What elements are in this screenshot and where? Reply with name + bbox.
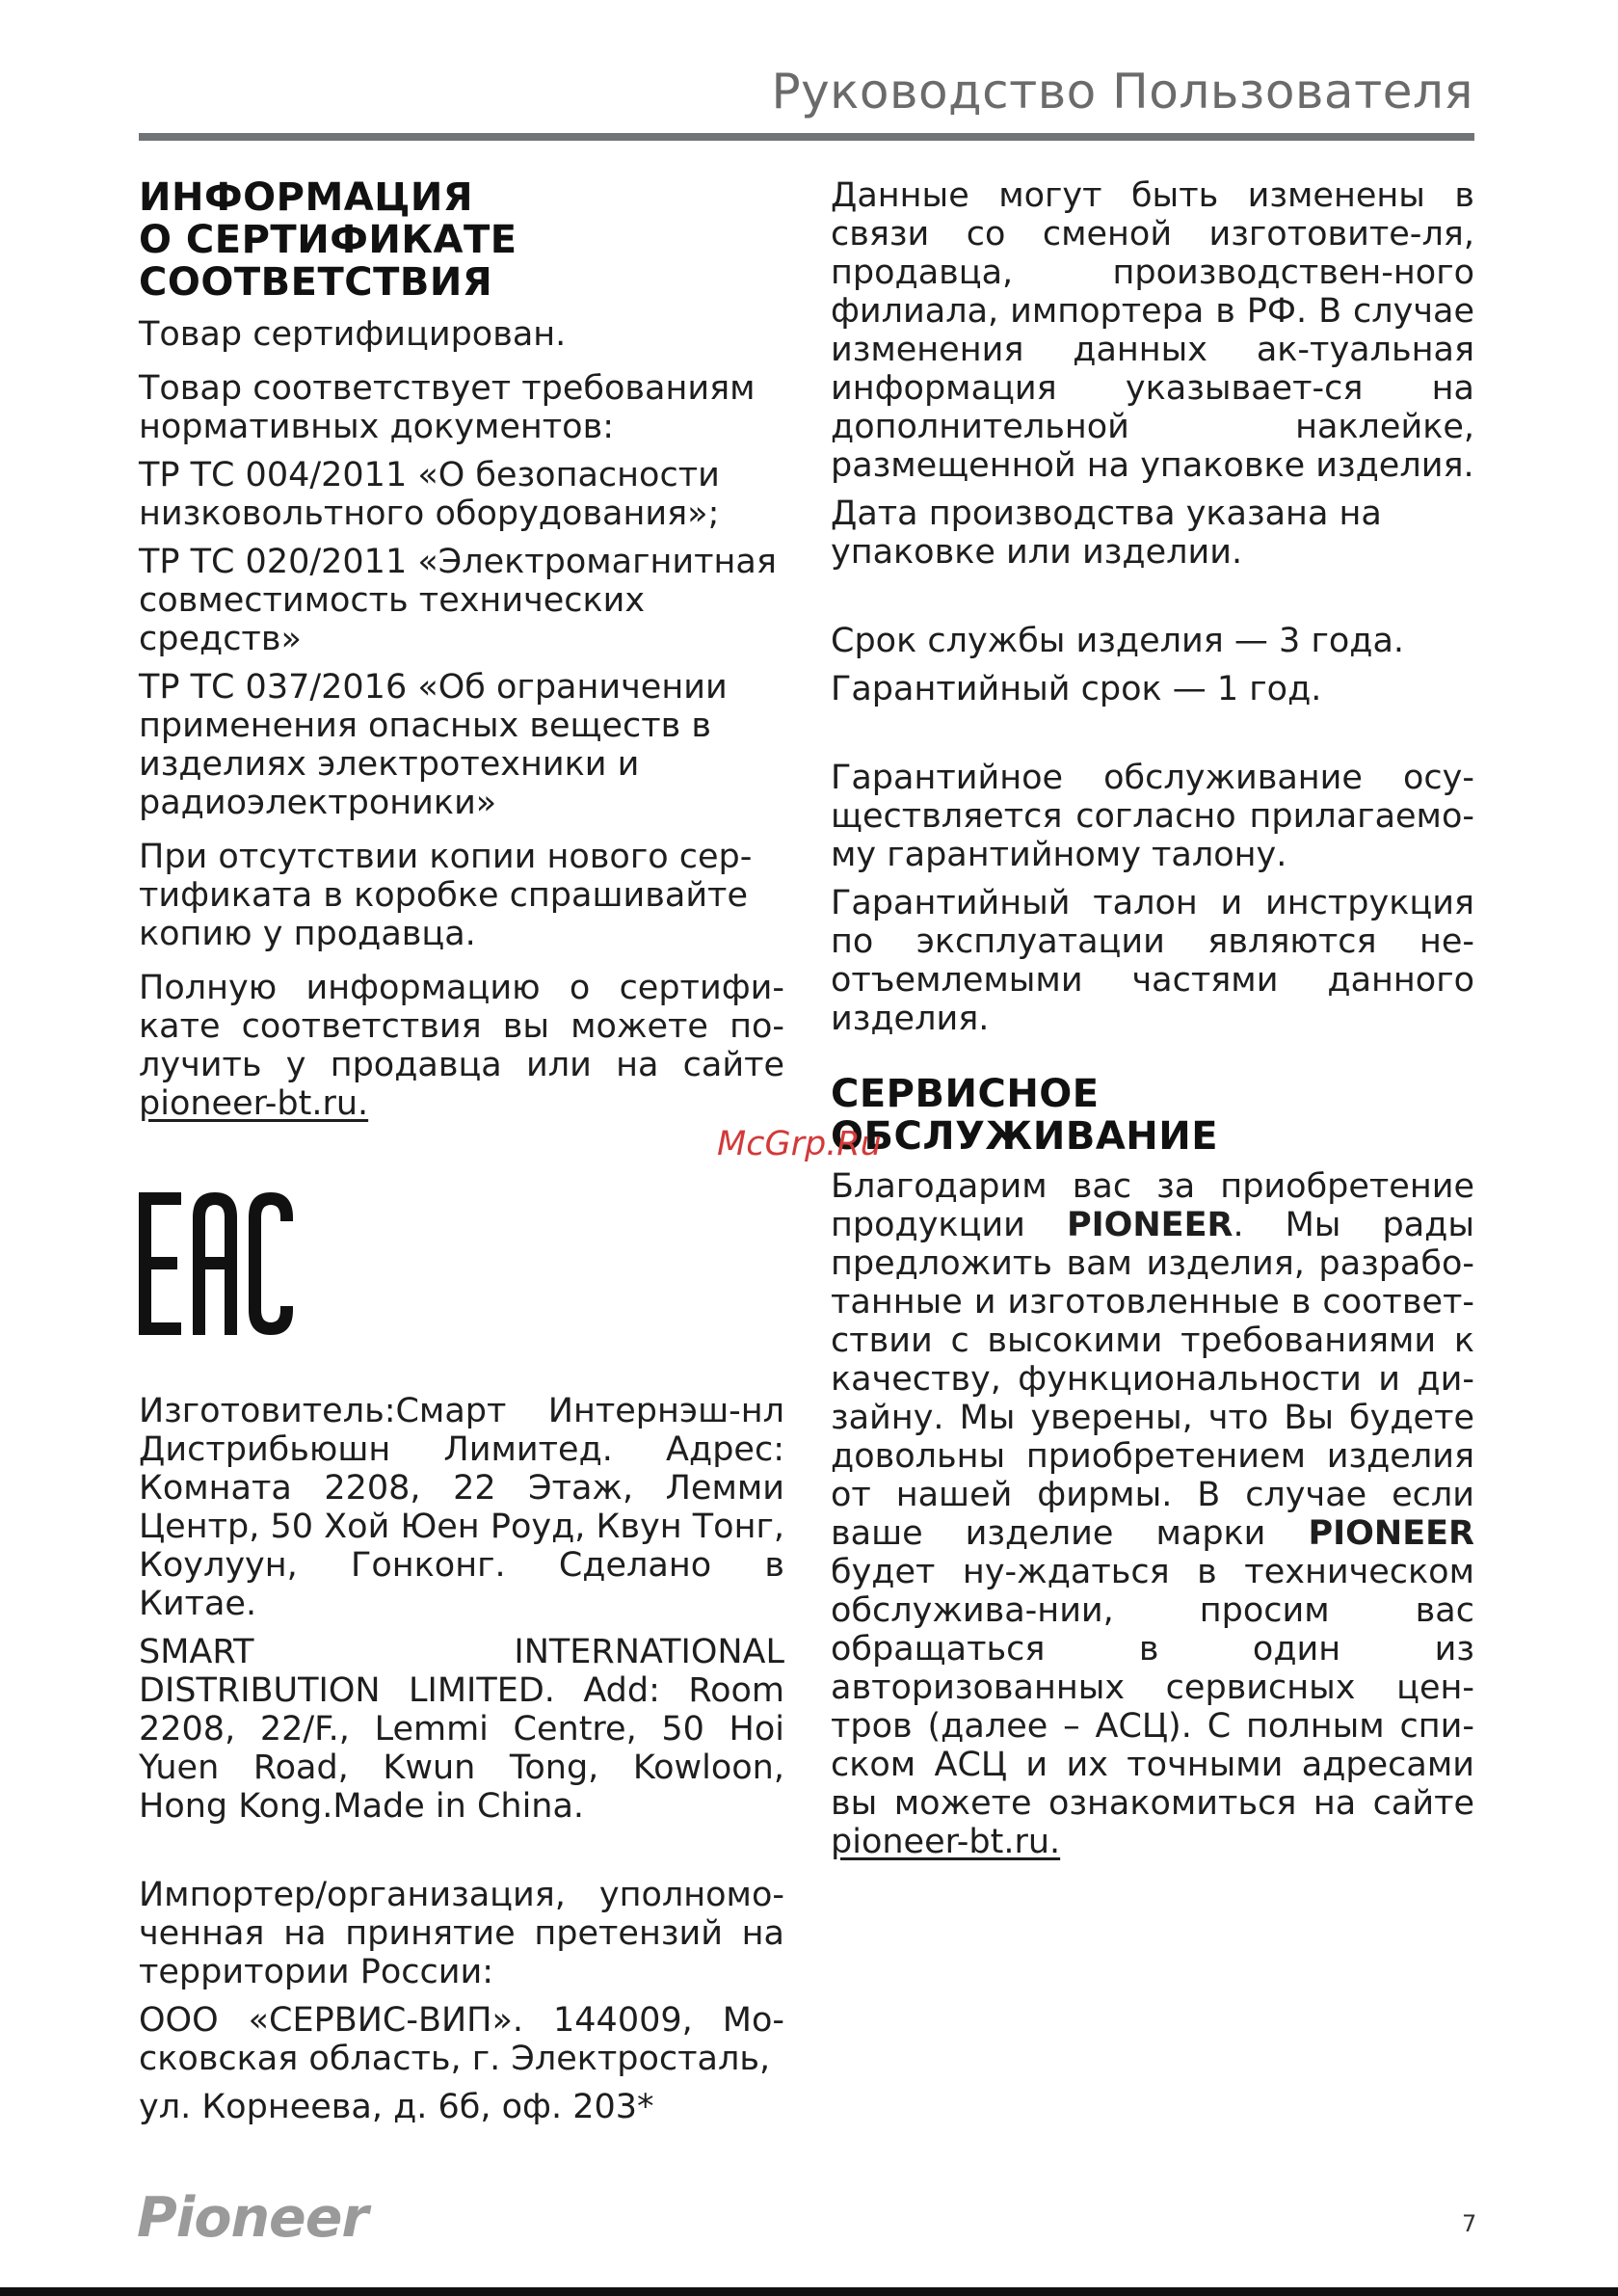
data-change-note: Данные могут быть изменены в связи со сменой изготовите-ля, продавца, производствен-ного филиала, импортера в РФ. В случае изменения данных ак-туальная информация указывает-ся на дополнительной наклейке, размещенной на упаковке изделия. [831,176,1474,485]
heading-line: ИНФОРМАЦИЯ [139,175,474,220]
service-text-part: Благодарим вас за приобретение продукции [831,1167,1474,1244]
heading-line: О СЕРТИФИКАТЕ [139,218,517,262]
warranty-service: Гарантийное обслуживание осу-ществляется согласно прилагаемо-му гарантийному талону. [831,759,1474,874]
production-date-note: Дата производства указана на упаковке или изделии. [831,494,1382,572]
service-life: Срок службы изделия — 3 года. [831,622,1405,660]
full-info-body: Полную информацию о сертифи-кате соответствия вы можете по-лучить у продавца или на сайте [139,969,784,1084]
certificate-copy-note: При отсутствии копии нового сер-тификата в коробке спрашивайте копию у продавца. [139,838,753,953]
service-text-part: . Мы рады предложить вам изделия, разрабо-танные и изготовленные в соответ-ствии с высокими требованиями к качеству, функциональности и ди-зайну. Мы уверены, что Вы будете довольны приобретением изделия от нашей фирмы. В случае если ваше изделие марки [831,1206,1474,1553]
eac-mark-icon [139,1192,293,1335]
tr-037-2016: ТР ТС 037/2016 «Об ограничении применения опасных веществ в изделиях электротехники и радиоэлектроники» [139,668,728,822]
page-number: 7 [1462,2210,1477,2237]
left-column [139,176,784,1123]
tr-004-2011: ТР ТС 004/2011 «О безопасности низковольтного оборудования»; [139,456,720,533]
bottom-edge-bar [0,2287,1618,2296]
heading-line: СООТВЕТСТВИЯ [139,260,493,305]
warranty-period: Гарантийный срок — 1 год. [831,670,1322,708]
brand-name: PIONEER [1066,1206,1233,1244]
header-divider [139,133,1474,141]
service-text [831,1167,1474,1861]
right-column [831,176,1474,1861]
importer-address: ул. Корнеева, д. 6б, оф. 203* [139,2088,654,2126]
importer-name: ООО «СЕРВИС-ВИП». 144009, Мо-сковская область, г. Электросталь, [139,2001,784,2078]
importer-intro: Импортер/организация, уполномо-ченная на принятие претензий на территории России: [139,1876,784,1991]
service-text-part: будет ну-ждаться в техническом обслужива-нии, просим вас обращаться в один из авторизованных сервисных цен-тров (далее – АСЦ). С полным спи-ском АСЦ и их точными адресами вы можете ознакомиться на сайте [831,1553,1474,1823]
manufacturer-ru: Изготовитель:Смарт Интернэш-нл Дистрибьюшн Лимитед. Адрес: Комната 2208, 22 Этаж, Лемми Центр, 50 Хой Юен Роуд, Квун Тонг, Коулуун, Гонконг. Сделано в Китае. [139,1392,784,1623]
warranty-documents: Гарантийный талон и инструкция по эксплуатации являются не-отъемлемыми частями данного изделия. [831,884,1474,1038]
manufacturer-block [139,1392,784,2126]
certificate-heading [139,176,784,304]
tr-020-2011: ТР ТС 020/2011 «Электромагнитная совместимость технических средств» [139,543,777,658]
certified-text: Товар сертифицирован. [139,315,567,354]
pioneer-logo: Pioneer [137,2186,368,2250]
manufacturer-en: SMART INTERNATIONAL DISTRIBUTION LIMITED. Add: Room 2208, 22/F., Lemmi Centre, 50 Hoi Yuen Road, Kwun Tong, Kowloon, Hong Kong.Made in China. [139,1633,784,1826]
pioneer-site-link[interactable]: pioneer-bt.ru. [139,1084,369,1123]
page-header-title: Руководство Пользователя [771,64,1473,120]
brand-name: PIONEER [1308,1514,1474,1553]
service-heading: СЕРВИСНОЕ ОБСЛУЖИВАНИЕ [831,1072,1219,1159]
full-info-text [139,969,784,1123]
watermark: McGrp.Ru [717,1125,882,1163]
service-site-link[interactable]: pioneer-bt.ru. [831,1823,1061,1861]
requirements-intro: Товар соответствует требованиям нормативных документов: [139,369,756,446]
